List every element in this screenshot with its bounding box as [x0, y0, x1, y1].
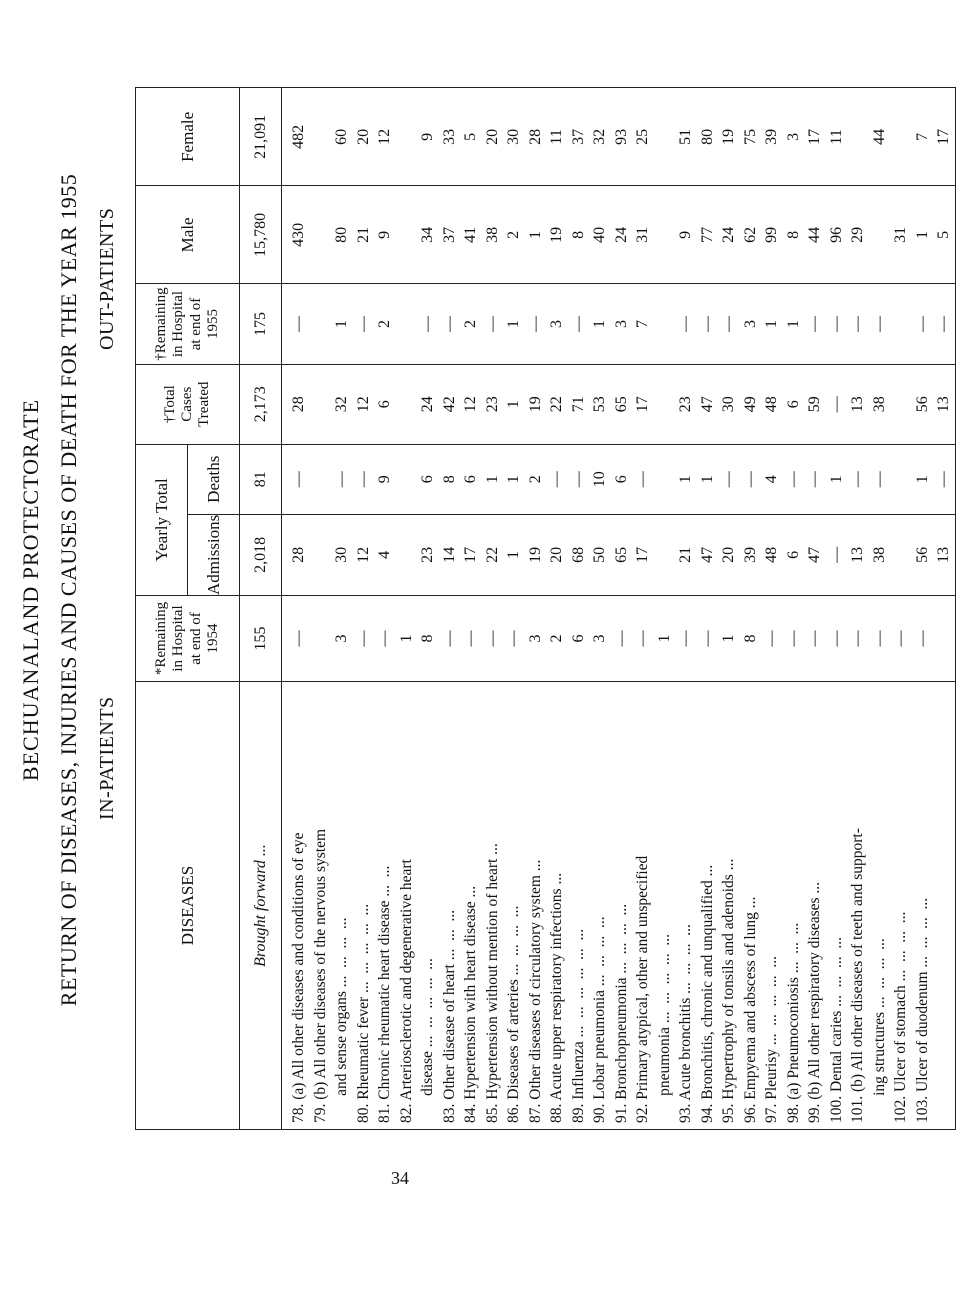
cell: 47	[698, 396, 716, 413]
cell: —	[612, 630, 630, 647]
cell: 17	[935, 128, 952, 145]
cell: —	[720, 316, 737, 333]
cell: 60	[333, 128, 350, 145]
cell: 30	[333, 546, 350, 563]
cell: —	[634, 630, 651, 647]
cell: 7	[913, 132, 931, 141]
cell: 103. Ulcer of duodenum ... ... ... ...	[913, 897, 931, 1123]
cell: 92. Primary atypical, other and unspecified	[634, 855, 651, 1123]
disease-rows	[282, 88, 956, 1130]
cell: —	[698, 316, 716, 333]
cell: —	[634, 471, 651, 488]
cell: 53	[591, 396, 608, 413]
cell: 65	[612, 546, 630, 563]
cell: —	[870, 471, 888, 488]
cell: 12	[376, 128, 393, 145]
cell: 1	[397, 634, 415, 643]
cell: 430	[290, 222, 307, 247]
cell: 71	[569, 396, 587, 413]
cell	[654, 88, 676, 185]
cell: 1	[655, 634, 673, 643]
cell	[654, 365, 676, 444]
cell: 1	[677, 475, 694, 484]
cell: 3	[333, 634, 350, 643]
cell: 95. Hypertrophy of tonsils and adenoids ...	[720, 858, 737, 1123]
cell: 30	[720, 396, 737, 413]
cell: 6	[784, 550, 802, 559]
cell: 38	[870, 396, 888, 413]
brought-forward-dots: ...	[251, 844, 269, 857]
cell: 28	[290, 396, 307, 413]
cell: —	[677, 630, 694, 647]
cell: 5	[462, 132, 479, 141]
cell: 9	[376, 475, 393, 484]
cell: 37	[440, 226, 458, 243]
cell: 1	[763, 320, 780, 329]
cell: 51	[677, 128, 694, 145]
cell: 13	[935, 546, 952, 563]
cell: and sense organs ... ... ... ...	[333, 917, 350, 1123]
cell	[310, 515, 332, 595]
cell: 6	[784, 400, 802, 409]
cell: 1	[720, 634, 737, 643]
cell: —	[849, 316, 866, 333]
cell: pneumonia ... ... ... ... ...	[655, 934, 673, 1123]
cell: 1	[483, 475, 501, 484]
cell: 75	[741, 128, 759, 145]
cell: 4	[376, 550, 393, 559]
cell: 80	[333, 226, 350, 243]
cell: 91. Bronchopneumonia ... ... ... ...	[612, 903, 630, 1123]
cell: —	[870, 630, 888, 647]
cell: 99. (b) All other respiratory diseases ...	[806, 881, 823, 1123]
cell: 13	[849, 546, 866, 563]
cell: —	[763, 630, 780, 647]
bf-remaining-1955: 175	[240, 284, 282, 364]
cell: 86. Diseases of arteries ... ... ... ...	[505, 905, 522, 1123]
cell: —	[870, 316, 888, 333]
cell: 19	[720, 128, 737, 145]
cell: —	[849, 630, 866, 647]
cell: 93	[612, 128, 630, 145]
return-title: RETURN OF DISEASES, INJURIES AND CAUSES OF DEATH FOR THE YEAR 1955	[56, 173, 81, 1007]
cell	[890, 445, 912, 514]
cell: 8	[784, 230, 802, 239]
cell: 3	[526, 634, 544, 643]
cell: 11	[827, 129, 845, 145]
cell: 8	[440, 475, 458, 484]
cell: 6	[462, 475, 479, 484]
cell: 38	[870, 546, 888, 563]
cell	[396, 186, 418, 283]
col-diseases: DISEASES	[136, 682, 240, 1130]
cell: 33	[440, 128, 458, 145]
cell: ing structures ... ... ... ...	[870, 938, 888, 1123]
cell: 3	[741, 320, 759, 329]
cell: 81. Chronic rheumatic heart disease ... ...	[376, 865, 393, 1123]
cell: 2	[548, 634, 565, 643]
cell: 23	[483, 396, 501, 413]
cell: 31	[634, 226, 651, 243]
cell: 482	[290, 124, 307, 149]
bf-remaining-1954: 155	[240, 596, 282, 682]
cell: 56	[913, 546, 931, 563]
cell	[310, 88, 332, 185]
cell: —	[741, 471, 759, 488]
cell: 99	[763, 226, 780, 243]
cell: —	[849, 471, 866, 488]
cell: 13	[849, 396, 866, 413]
cell: 65	[612, 396, 630, 413]
cell: 49	[741, 396, 759, 413]
cell: 1	[913, 230, 931, 239]
cell: 10	[591, 471, 608, 488]
cell: 34	[419, 226, 436, 243]
cell: 28	[526, 128, 544, 145]
col-yearly-total: Yearly Total	[136, 444, 188, 595]
brought-forward-text: Brought forward	[251, 860, 269, 967]
cell: 48	[763, 546, 780, 563]
cell: 100. Dental caries ... ... ... ...	[827, 937, 845, 1123]
cell: 30	[505, 128, 522, 145]
col-total-cases: †Total Cases Treated	[136, 364, 240, 444]
cell: —	[526, 316, 544, 333]
cell	[396, 515, 418, 595]
disease-list	[282, 682, 956, 1130]
cell: 94. Bronchitis, chronic and unqualified ...	[698, 864, 716, 1123]
cell: 1	[333, 320, 350, 329]
cell: —	[935, 471, 952, 488]
cell: 80. Rheumatic fever ... ... ... ... ...	[354, 903, 372, 1123]
cell	[396, 365, 418, 444]
cell: 19	[526, 546, 544, 563]
cell	[396, 284, 418, 363]
cell	[310, 596, 332, 681]
bf-admissions: 2,018	[240, 514, 282, 595]
cell: —	[333, 471, 350, 488]
cell: —	[784, 630, 802, 647]
col-remaining-1955: †Remaining in Hospital at end of 1955	[136, 284, 240, 364]
cell: —	[892, 630, 909, 647]
cell: 7	[634, 320, 651, 329]
cell: —	[806, 316, 823, 333]
cell: —	[677, 316, 694, 333]
cell: 96	[827, 226, 845, 243]
cell: 11	[548, 129, 565, 145]
remaining-1954-list	[282, 596, 956, 682]
cell: 97. Pleurisy ... ... ... ... ...	[763, 955, 780, 1123]
cell: 2	[526, 475, 544, 484]
cell: 2	[505, 230, 522, 239]
cell: 39	[741, 546, 759, 563]
cell: 17	[806, 128, 823, 145]
cell: 48	[763, 396, 780, 413]
cell	[654, 186, 676, 283]
col-deaths: Deaths	[188, 444, 240, 514]
cell: 3	[784, 132, 802, 141]
cell: 93. Acute bronchitis ... ... ... ...	[677, 924, 694, 1123]
cell: —	[827, 546, 845, 563]
cell: 59	[806, 396, 823, 413]
cell: 1	[913, 475, 931, 484]
cell: 37	[569, 128, 587, 145]
col-female: Female	[136, 88, 240, 186]
cell: 20	[720, 546, 737, 563]
cell: —	[483, 316, 501, 333]
cell: —	[290, 630, 307, 647]
cell: 24	[612, 226, 630, 243]
cell: 6	[419, 475, 436, 484]
cell: 1	[784, 320, 802, 329]
cell: 14	[440, 546, 458, 563]
cell: —	[806, 630, 823, 647]
cell: 83. Other disease of heart ... ... ...	[440, 909, 458, 1123]
cell: —	[827, 316, 845, 333]
cell	[890, 284, 912, 363]
cell: 44	[806, 226, 823, 243]
cell: 88. Acute upper respiratory infections ...	[548, 872, 565, 1123]
cell: 1	[505, 320, 522, 329]
cell: 90. Lobar pneumonia ... ... ... ...	[591, 916, 608, 1123]
cell: —	[354, 630, 372, 647]
cell: disease ... ... ... ... ...	[419, 958, 436, 1123]
cell: 1	[591, 320, 608, 329]
cell: 24	[720, 226, 737, 243]
cell: 20	[548, 546, 565, 563]
brought-forward-label	[240, 682, 282, 1130]
male-list	[282, 186, 956, 284]
cell: 19	[526, 396, 544, 413]
cell: 56	[913, 396, 931, 413]
cell: 42	[440, 396, 458, 413]
cell: —	[784, 471, 802, 488]
cell: —	[290, 471, 307, 488]
cell: 102. Ulcer of stomach ... ... ... ...	[892, 911, 909, 1123]
cell: —	[935, 316, 952, 333]
cell: —	[827, 630, 845, 647]
col-remaining-1954: *Remaining in Hospital at end of 1954	[136, 596, 240, 682]
cell: —	[548, 471, 565, 488]
cell	[654, 515, 676, 595]
bf-female: 21,091	[240, 88, 282, 186]
outpatients-heading: OUT-PATIENTS	[96, 207, 118, 350]
admissions-list	[282, 514, 956, 595]
cell: 12	[354, 396, 372, 413]
cell: 38	[483, 226, 501, 243]
cell	[890, 515, 912, 595]
cell: 62	[741, 226, 759, 243]
cell: 41	[462, 226, 479, 243]
cell: —	[376, 630, 393, 647]
cell: —	[827, 396, 845, 413]
cell: 8	[741, 634, 759, 643]
cell	[396, 88, 418, 185]
col-male: Male	[136, 186, 240, 284]
cell: —	[419, 316, 436, 333]
cell	[310, 186, 332, 283]
cell: 40	[591, 226, 608, 243]
cell: 23	[677, 396, 694, 413]
returns-table	[135, 87, 956, 1130]
cell: 17	[634, 396, 651, 413]
cell: —	[483, 630, 501, 647]
cell: 5	[935, 230, 952, 239]
cell: 8	[569, 230, 587, 239]
cell	[890, 88, 912, 185]
cell: 29	[849, 226, 866, 243]
cell: 47	[698, 546, 716, 563]
cell: 6	[612, 475, 630, 484]
cell	[890, 365, 912, 444]
cell: 12	[354, 546, 372, 563]
cell: 13	[935, 396, 952, 413]
total-cases-list	[282, 364, 956, 444]
cell: 39	[763, 128, 780, 145]
cell: 3	[591, 634, 608, 643]
cell: —	[913, 630, 931, 647]
cell: 1	[505, 400, 522, 409]
cell: 98. (a) Pneumoconiosis ... ... ...	[784, 922, 802, 1123]
cell: 28	[290, 546, 307, 563]
cell: —	[806, 471, 823, 488]
cell: 17	[634, 546, 651, 563]
col-admissions: Admissions	[188, 514, 240, 595]
cell: 22	[483, 546, 501, 563]
cell: 77	[698, 226, 716, 243]
cell: 12	[462, 396, 479, 413]
cell: 2	[462, 320, 479, 329]
cell	[654, 445, 676, 514]
cell: 6	[569, 634, 587, 643]
cell: 24	[419, 396, 436, 413]
cell: 78. (a) All other diseases and conditions of eye	[290, 832, 307, 1123]
cell: 32	[333, 396, 350, 413]
cell: 3	[548, 320, 565, 329]
cell: 9	[419, 132, 436, 141]
cell: 80	[698, 128, 716, 145]
cell: 21	[677, 546, 694, 563]
cell	[310, 365, 332, 444]
cell	[869, 186, 891, 283]
cell: 79. (b) All other diseases of the nervous system	[311, 828, 329, 1123]
cell: 6	[376, 400, 393, 409]
cell: 2	[376, 320, 393, 329]
female-list	[282, 88, 956, 186]
cell: —	[462, 630, 479, 647]
inpatients-heading: IN-PATIENTS	[96, 696, 118, 820]
cell: 4	[763, 475, 780, 484]
cell: 1	[505, 550, 522, 559]
cell: 44	[870, 128, 888, 145]
cell: 85. Hypertension without mention of heart ...	[483, 843, 501, 1123]
cell: —	[354, 471, 372, 488]
cell: 22	[548, 396, 565, 413]
cell: 47	[806, 546, 823, 563]
cell: 19	[548, 226, 565, 243]
cell: 1	[526, 230, 544, 239]
cell: 9	[677, 230, 694, 239]
brought-forward-row	[240, 88, 282, 1130]
cell: 1	[698, 475, 716, 484]
page-number: 34	[391, 1168, 409, 1188]
cell: —	[698, 630, 716, 647]
cell: —	[290, 316, 307, 333]
cell: —	[720, 471, 737, 488]
cell	[310, 445, 332, 514]
cell: 32	[591, 128, 608, 145]
cell: 68	[569, 546, 587, 563]
cell: 17	[462, 546, 479, 563]
cell: 89. Influenza ... ... ... ... ... ...	[569, 928, 587, 1123]
remaining-1955-list	[282, 284, 956, 364]
cell: —	[440, 630, 458, 647]
cell: —	[354, 316, 372, 333]
cell: —	[440, 316, 458, 333]
cell: —	[505, 630, 522, 647]
bf-total-cases: 2,173	[240, 364, 282, 444]
bf-male: 15,780	[240, 186, 282, 284]
cell: 84. Hypertension with heart disease ...	[462, 885, 479, 1123]
cell: 82. Arteriosclerotic and degenerative heart	[397, 859, 415, 1123]
cell	[310, 284, 332, 363]
cell: —	[569, 471, 587, 488]
protectorate-title: BECHUANALAND PROTECTORATE	[18, 398, 43, 782]
cell: 20	[354, 128, 372, 145]
cell: 101. (b) All other diseases of teeth and support-	[849, 828, 866, 1123]
cell: 8	[419, 634, 436, 643]
bf-deaths: 81	[240, 444, 282, 514]
deaths-list	[282, 444, 956, 514]
cell: 87. Other diseases of circulatory system ...	[526, 859, 544, 1123]
cell	[847, 88, 869, 185]
cell	[396, 445, 418, 514]
cell: 1	[827, 475, 845, 484]
cell: 1	[505, 475, 522, 484]
cell: 21	[354, 226, 372, 243]
cell: 96. Empyema and abscess of lung ...	[741, 896, 759, 1123]
cell: 50	[591, 546, 608, 563]
cell: 3	[612, 320, 630, 329]
cell: 23	[419, 546, 436, 563]
cell: 9	[376, 230, 393, 239]
cell: 25	[634, 128, 651, 145]
cell: 20	[483, 128, 501, 145]
cell	[654, 284, 676, 363]
cell: —	[913, 316, 931, 333]
cell: 31	[892, 226, 909, 243]
cell: —	[569, 316, 587, 333]
